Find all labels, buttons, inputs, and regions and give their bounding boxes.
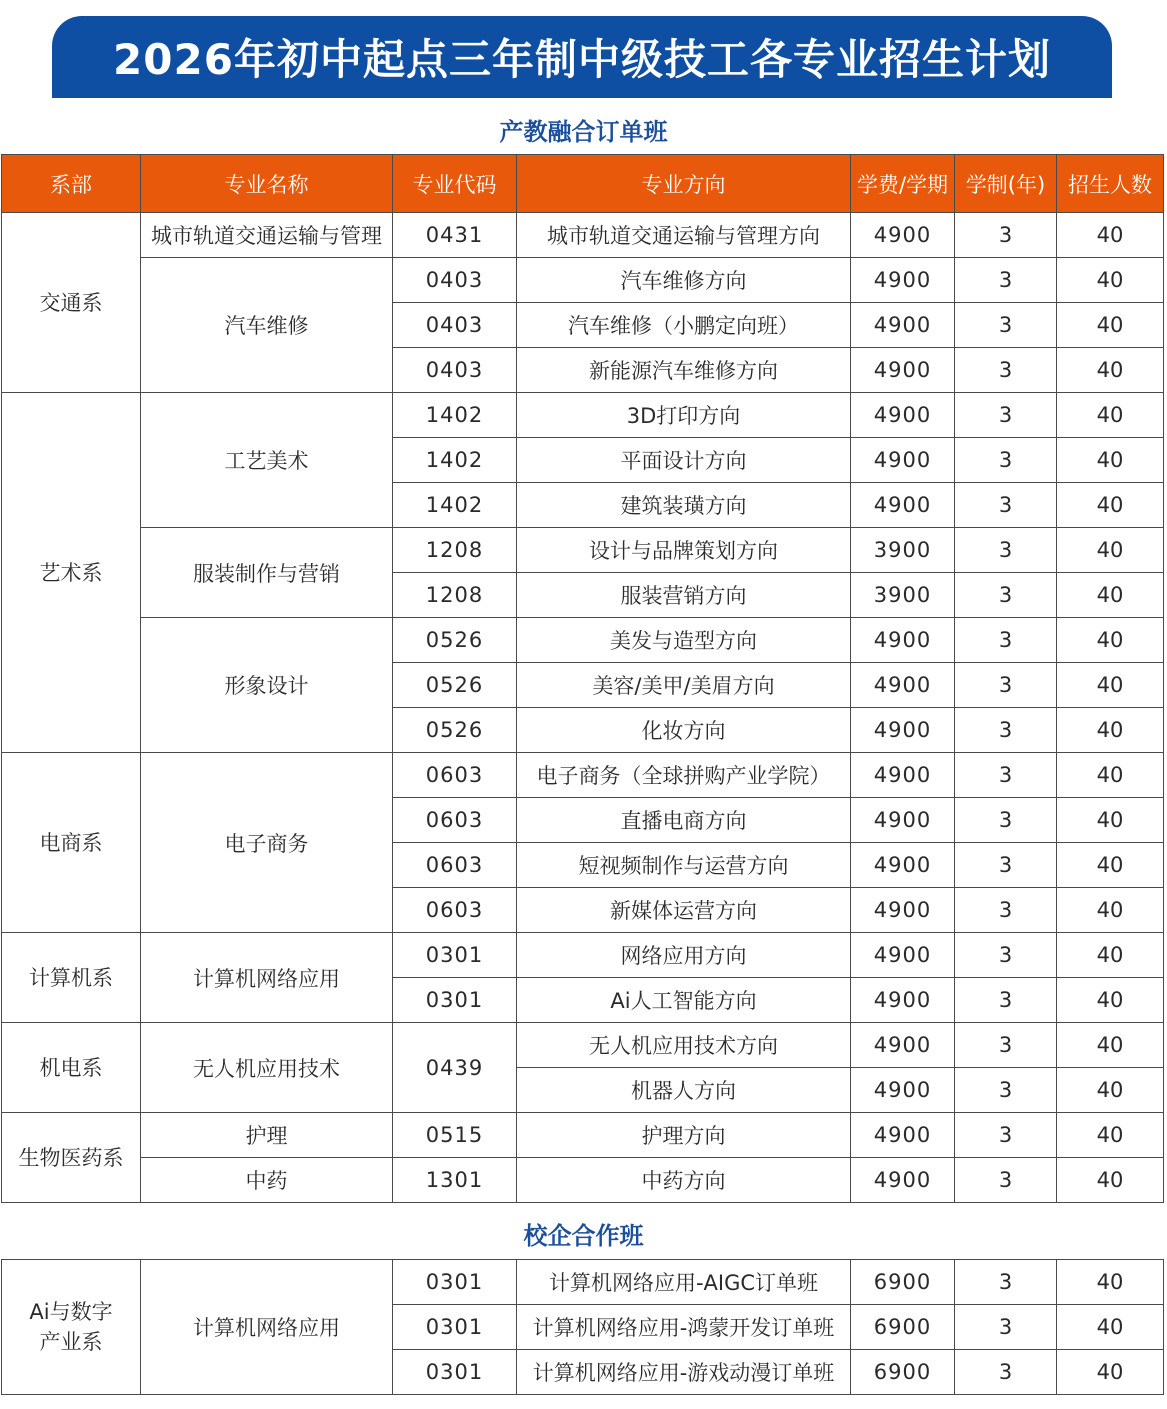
direction-cell: 化妆方向 (517, 708, 851, 753)
major-cell: 城市轨道交通运输与管理 (141, 213, 393, 258)
code-cell: 0403 (393, 348, 517, 393)
count-cell: 40 (1057, 933, 1164, 978)
code-cell: 1301 (393, 1158, 517, 1203)
header-direction: 专业方向 (517, 155, 851, 213)
major-cell: 计算机网络应用 (141, 1260, 393, 1395)
table-row (2, 1158, 1164, 1203)
dept-cell (2, 1260, 141, 1395)
years-cell: 3 (955, 753, 1057, 798)
table-row (2, 618, 1164, 663)
direction-cell: 电子商务（全球拼购产业学院） (517, 753, 851, 798)
table-header-row (2, 155, 1164, 213)
fee-cell: 3900 (851, 528, 955, 573)
header-count: 招生人数 (1057, 155, 1164, 213)
direction-cell: 建筑装璜方向 (517, 483, 851, 528)
direction-cell: 新能源汽车维修方向 (517, 348, 851, 393)
code-cell: 1402 (393, 438, 517, 483)
direction-cell: 计算机网络应用-鸿蒙开发订单班 (517, 1305, 851, 1350)
fee-cell: 4900 (851, 1068, 955, 1113)
count-cell: 40 (1057, 1305, 1164, 1350)
years-cell: 3 (955, 1158, 1057, 1203)
fee-cell: 4900 (851, 978, 955, 1023)
dept-cell: 交通系 (2, 213, 141, 393)
code-cell: 0603 (393, 888, 517, 933)
table-row (2, 1113, 1164, 1158)
fee-cell: 6900 (851, 1350, 955, 1395)
header-dept: 系部 (2, 155, 141, 213)
code-cell: 0603 (393, 843, 517, 888)
code-cell: 0526 (393, 618, 517, 663)
fee-cell: 6900 (851, 1260, 955, 1305)
fee-cell: 4900 (851, 753, 955, 798)
table-row (2, 933, 1164, 978)
direction-cell: 短视频制作与运营方向 (517, 843, 851, 888)
dept-cell: 生物医药系 (2, 1113, 141, 1203)
fee-cell: 4900 (851, 303, 955, 348)
major-cell: 中药 (141, 1158, 393, 1203)
direction-cell: 美发与造型方向 (517, 618, 851, 663)
fee-cell: 3900 (851, 573, 955, 618)
code-cell: 0301 (393, 978, 517, 1023)
major-cell: 无人机应用技术 (141, 1023, 393, 1113)
table-row (2, 393, 1164, 438)
fee-cell: 4900 (851, 1113, 955, 1158)
direction-cell: 机器人方向 (517, 1068, 851, 1113)
years-cell: 3 (955, 348, 1057, 393)
code-cell: 0431 (393, 213, 517, 258)
direction-cell: 设计与品牌策划方向 (517, 528, 851, 573)
count-cell: 40 (1057, 663, 1164, 708)
years-cell: 3 (955, 933, 1057, 978)
count-cell: 40 (1057, 753, 1164, 798)
years-cell: 3 (955, 798, 1057, 843)
count-cell: 40 (1057, 1023, 1164, 1068)
title-banner (52, 16, 1112, 98)
cooperation-table (1, 1259, 1164, 1395)
years-cell: 3 (955, 1305, 1057, 1350)
code-cell: 1402 (393, 393, 517, 438)
count-cell: 40 (1057, 1158, 1164, 1203)
code-cell: 0526 (393, 663, 517, 708)
count-cell: 40 (1057, 573, 1164, 618)
code-cell: 1208 (393, 528, 517, 573)
direction-cell: 汽车维修方向 (517, 258, 851, 303)
fee-cell: 6900 (851, 1305, 955, 1350)
enrollment-table (1, 154, 1164, 1203)
direction-cell: 服装营销方向 (517, 573, 851, 618)
section-title-cooperation-class: 校企合作班 (523, 1222, 644, 1250)
years-cell: 3 (955, 1350, 1057, 1395)
fee-cell: 4900 (851, 843, 955, 888)
major-cell: 电子商务 (141, 753, 393, 933)
dept-line: Ai与数字 (29, 1300, 113, 1324)
section-title-order-class: 产教融合订单班 (499, 118, 668, 146)
fee-cell: 4900 (851, 798, 955, 843)
direction-cell: 直播电商方向 (517, 798, 851, 843)
fee-cell: 4900 (851, 483, 955, 528)
header-code: 专业代码 (393, 155, 517, 213)
fee-cell: 4900 (851, 1158, 955, 1203)
years-cell: 3 (955, 1260, 1057, 1305)
count-cell: 40 (1057, 213, 1164, 258)
direction-cell: 计算机网络应用-游戏动漫订单班 (517, 1350, 851, 1395)
code-cell: 0403 (393, 303, 517, 348)
count-cell: 40 (1057, 618, 1164, 663)
count-cell: 40 (1057, 528, 1164, 573)
direction-cell: 城市轨道交通运输与管理方向 (517, 213, 851, 258)
fee-cell: 4900 (851, 258, 955, 303)
count-cell: 40 (1057, 1260, 1164, 1305)
count-cell: 40 (1057, 888, 1164, 933)
years-cell: 3 (955, 708, 1057, 753)
fee-cell: 4900 (851, 888, 955, 933)
table-row (2, 1023, 1164, 1068)
code-cell: 0403 (393, 258, 517, 303)
page-title: 2026年初中起点三年制中级技工各专业招生计划 (113, 35, 1051, 84)
major-cell: 汽车维修 (141, 258, 393, 393)
count-cell: 40 (1057, 303, 1164, 348)
fee-cell: 4900 (851, 708, 955, 753)
count-cell: 40 (1057, 483, 1164, 528)
direction-cell: 计算机网络应用-AIGC订单班 (517, 1260, 851, 1305)
years-cell: 3 (955, 888, 1057, 933)
header-major: 专业名称 (141, 155, 393, 213)
years-cell: 3 (955, 663, 1057, 708)
direction-cell: 美容/美甲/美眉方向 (517, 663, 851, 708)
code-cell: 0515 (393, 1113, 517, 1158)
major-cell: 工艺美术 (141, 393, 393, 528)
years-cell: 3 (955, 438, 1057, 483)
header-years: 学制(年) (955, 155, 1057, 213)
major-cell: 形象设计 (141, 618, 393, 753)
count-cell: 40 (1057, 348, 1164, 393)
fee-cell: 4900 (851, 393, 955, 438)
direction-cell: 护理方向 (517, 1113, 851, 1158)
years-cell: 3 (955, 618, 1057, 663)
code-cell: 0603 (393, 753, 517, 798)
header-fee: 学费/学期 (851, 155, 955, 213)
code-cell: 0301 (393, 933, 517, 978)
count-cell: 40 (1057, 1068, 1164, 1113)
fee-cell: 4900 (851, 618, 955, 663)
table-row (2, 528, 1164, 573)
code-cell: 0301 (393, 1305, 517, 1350)
code-cell: 0603 (393, 798, 517, 843)
years-cell: 3 (955, 528, 1057, 573)
direction-cell: 平面设计方向 (517, 438, 851, 483)
years-cell: 3 (955, 213, 1057, 258)
count-cell: 40 (1057, 708, 1164, 753)
years-cell: 3 (955, 393, 1057, 438)
direction-cell: Ai人工智能方向 (517, 978, 851, 1023)
fee-cell: 4900 (851, 663, 955, 708)
direction-cell: 网络应用方向 (517, 933, 851, 978)
count-cell: 40 (1057, 798, 1164, 843)
dept-line: 产业系 (39, 1330, 103, 1354)
years-cell: 3 (955, 1068, 1057, 1113)
table-row (2, 258, 1164, 303)
code-cell: 1208 (393, 573, 517, 618)
fee-cell: 4900 (851, 933, 955, 978)
code-cell: 1402 (393, 483, 517, 528)
years-cell: 3 (955, 258, 1057, 303)
code-cell: 0301 (393, 1260, 517, 1305)
count-cell: 40 (1057, 393, 1164, 438)
dept-cell: 电商系 (2, 753, 141, 933)
direction-cell: 中药方向 (517, 1158, 851, 1203)
direction-cell: 3D打印方向 (517, 393, 851, 438)
years-cell: 3 (955, 1113, 1057, 1158)
fee-cell: 4900 (851, 348, 955, 393)
fee-cell: 4900 (851, 1023, 955, 1068)
years-cell: 3 (955, 573, 1057, 618)
direction-cell: 汽车维修（小鹏定向班） (517, 303, 851, 348)
code-cell: 0439 (393, 1023, 517, 1113)
dept-cell: 机电系 (2, 1023, 141, 1113)
major-cell: 护理 (141, 1113, 393, 1158)
count-cell: 40 (1057, 978, 1164, 1023)
count-cell: 40 (1057, 843, 1164, 888)
count-cell: 40 (1057, 1113, 1164, 1158)
code-cell: 0301 (393, 1350, 517, 1395)
code-cell: 0526 (393, 708, 517, 753)
table-row (2, 213, 1164, 258)
years-cell: 3 (955, 843, 1057, 888)
direction-cell: 新媒体运营方向 (517, 888, 851, 933)
major-cell: 服装制作与营销 (141, 528, 393, 618)
table-row (2, 1260, 1164, 1305)
count-cell: 40 (1057, 438, 1164, 483)
count-cell: 40 (1057, 258, 1164, 303)
direction-cell: 无人机应用技术方向 (517, 1023, 851, 1068)
fee-cell: 4900 (851, 438, 955, 483)
count-cell: 40 (1057, 1350, 1164, 1395)
dept-cell: 计算机系 (2, 933, 141, 1023)
dept-cell: 艺术系 (2, 393, 141, 753)
years-cell: 3 (955, 303, 1057, 348)
years-cell: 3 (955, 1023, 1057, 1068)
major-cell: 计算机网络应用 (141, 933, 393, 1023)
years-cell: 3 (955, 978, 1057, 1023)
fee-cell: 4900 (851, 213, 955, 258)
table-row (2, 753, 1164, 798)
years-cell: 3 (955, 483, 1057, 528)
